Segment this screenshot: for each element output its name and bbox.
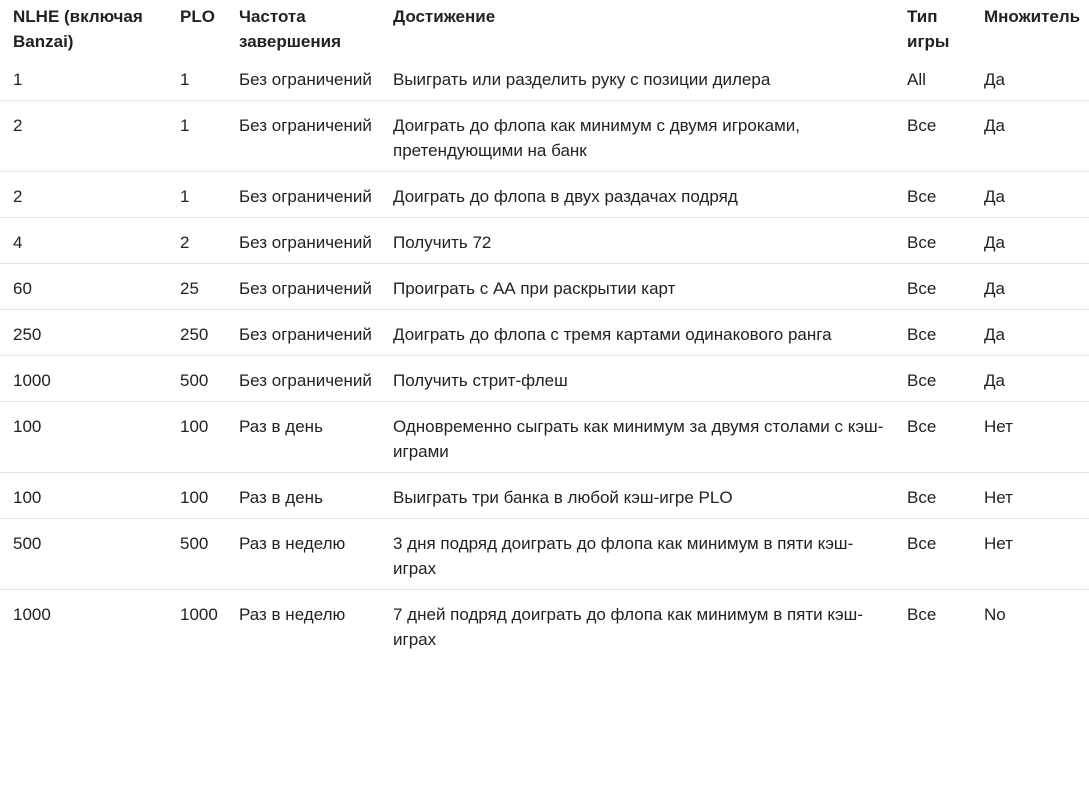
cell-plo: 2 <box>180 233 190 252</box>
cell-nlhe: 60 <box>13 279 32 298</box>
table-row <box>0 590 1089 661</box>
cell-plo: 250 <box>180 325 209 344</box>
header-achievement: Достижение <box>393 7 496 26</box>
cell-multiplier: Да <box>984 233 1005 252</box>
cell-multiplier: Нет <box>984 417 1013 436</box>
header-plo: PLO <box>180 7 215 26</box>
cell-plo: 100 <box>180 417 209 436</box>
cell-achievement: 3 дня подряд доиграть до флопа как минимум в пяти кэш-играх <box>393 534 854 578</box>
cell-achievement: Выиграть три банка в любой кэш-игре PLO <box>393 488 733 507</box>
cell-frequency: Раз в день <box>239 417 323 436</box>
cell-game-type: Все <box>907 279 937 298</box>
header-game-type: Тип игры <box>907 7 950 51</box>
cell-nlhe: 1000 <box>13 371 51 390</box>
cell-frequency: Раз в неделю <box>239 605 346 624</box>
cell-multiplier: Нет <box>984 534 1013 553</box>
cell-multiplier: Да <box>984 371 1005 390</box>
table-row <box>0 473 1089 519</box>
cell-multiplier: Да <box>984 325 1005 344</box>
cell-frequency: Без ограничений <box>239 70 372 89</box>
cell-multiplier: Да <box>984 279 1005 298</box>
cell-frequency: Раз в неделю <box>239 534 346 553</box>
cell-frequency: Без ограничений <box>239 116 372 135</box>
cell-plo: 1 <box>180 70 190 89</box>
cell-frequency: Без ограничений <box>239 187 372 206</box>
table-row <box>0 310 1089 356</box>
header-frequency: Частота завершения <box>239 7 342 51</box>
cell-game-type: All <box>907 70 926 89</box>
cell-plo: 1000 <box>180 605 218 624</box>
cell-achievement: Получить стрит-флеш <box>393 371 568 390</box>
table-row <box>0 264 1089 310</box>
cell-achievement: Одновременно сыграть как минимум за двумя столами с кэш-играми <box>393 417 884 461</box>
cell-multiplier: Да <box>984 116 1005 135</box>
cell-nlhe: 2 <box>13 187 23 206</box>
cell-frequency: Без ограничений <box>239 371 372 390</box>
cell-frequency: Без ограничений <box>239 325 372 344</box>
table-row <box>0 519 1089 590</box>
table-row <box>0 101 1089 172</box>
cell-game-type: Все <box>907 605 937 624</box>
cell-plo: 500 <box>180 371 209 390</box>
cell-frequency: Раз в день <box>239 488 323 507</box>
cell-plo: 100 <box>180 488 209 507</box>
cell-plo: 1 <box>180 116 190 135</box>
cell-nlhe: 500 <box>13 534 42 553</box>
cell-nlhe: 250 <box>13 325 42 344</box>
header-row <box>0 0 1089 55</box>
cell-game-type: Все <box>907 187 937 206</box>
cell-nlhe: 100 <box>13 417 42 436</box>
cell-nlhe: 2 <box>13 116 23 135</box>
cell-plo: 25 <box>180 279 199 298</box>
cell-nlhe: 1 <box>13 70 23 89</box>
header-multiplier: Множитель <box>984 7 1081 26</box>
table-row <box>0 218 1089 264</box>
table-header <box>0 0 1089 55</box>
cell-achievement: Получить 72 <box>393 233 492 252</box>
cell-achievement: Доиграть до флопа в двух раздачах подряд <box>393 187 738 206</box>
cell-multiplier: Да <box>984 187 1005 206</box>
cell-game-type: Все <box>907 371 937 390</box>
table-row <box>0 402 1089 473</box>
cell-achievement: Проиграть с АА при раскрытии карт <box>393 279 676 298</box>
cell-game-type: Все <box>907 233 937 252</box>
table-row <box>0 356 1089 402</box>
cell-game-type: Все <box>907 534 937 553</box>
cell-nlhe: 100 <box>13 488 42 507</box>
cell-plo: 1 <box>180 187 190 206</box>
cell-frequency: Без ограничений <box>239 233 372 252</box>
cell-game-type: Все <box>907 325 937 344</box>
cell-multiplier: Нет <box>984 488 1013 507</box>
cell-multiplier: No <box>984 605 1006 624</box>
cell-game-type: Все <box>907 116 937 135</box>
cell-achievement: 7 дней подряд доиграть до флопа как минимум в пяти кэш-играх <box>393 605 863 649</box>
cell-achievement: Доиграть до флопа как минимум с двумя игроками, претендующими на банк <box>393 116 801 160</box>
cell-game-type: Все <box>907 417 937 436</box>
cell-achievement: Доиграть до флопа с тремя картами одинакового ранга <box>393 325 832 344</box>
table-row <box>0 172 1089 218</box>
cell-nlhe: 4 <box>13 233 23 252</box>
table-body <box>0 55 1089 660</box>
cell-frequency: Без ограничений <box>239 279 372 298</box>
cell-nlhe: 1000 <box>13 605 51 624</box>
cell-plo: 500 <box>180 534 209 553</box>
table-row <box>0 55 1089 101</box>
header-nlhe: NLHE (включая Banzai) <box>13 7 143 51</box>
cell-achievement: Выиграть или разделить руку с позиции дилера <box>393 70 771 89</box>
cell-game-type: Все <box>907 488 937 507</box>
cell-multiplier: Да <box>984 70 1005 89</box>
